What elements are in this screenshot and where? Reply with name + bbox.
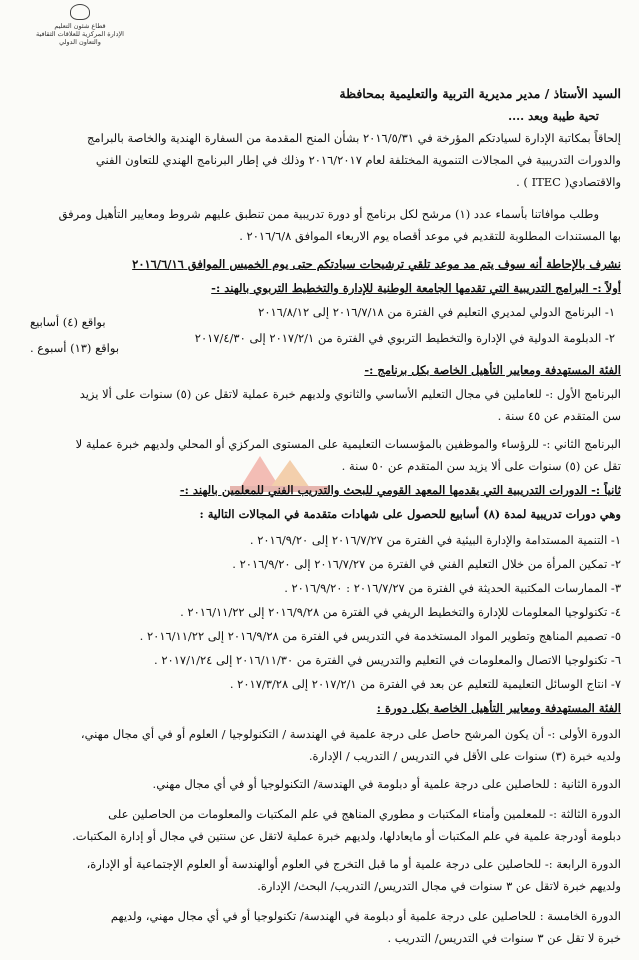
greeting: تحية طيبة وبعد .... [508, 109, 599, 123]
course-criteria: ولديه خبرة (٣) سنوات على الأقل في التدريس / التدريب / الإدارة. [308, 749, 621, 763]
section1-criteria-heading: الفئة المستهدفة ومعايير التأهيل الخاصة بكل برنامج :- [364, 363, 621, 377]
course-criteria: ولديهم خبرة لاتقل عن ٣ سنوات في مجال التدريس/ التدريب/ البحث/ الإدارة. [257, 879, 621, 893]
course-criteria: الدورة الخامسة : للحاصلين على درجة علمية أو دبلومة في الهندسة/ تكنولوجيا أو في أي مجال مهني، ولديهم [110, 909, 621, 923]
course-item: ٦- تكنولوجيا الاتصال والمعلومات في التعليم والتدريس في الفترة من ٢٠١٦/١١/٣٠ إلى ٢٠١٧/١/٢٤ . [154, 653, 621, 667]
course-item: ٥- تصميم المناهج وتطوير المواد المستخدمة في التدريس في الفترة من ٢٠١٦/٩/٢٨ إلى ٢٠١٦/١١/٢٢ . [139, 629, 621, 643]
program2-criteria: البرنامج الثاني :- للرؤساء والموظفين بالمؤسسات التعليمية على المستوى المركزي أو المحلي ولديهم خبرة عملية لا [75, 437, 621, 451]
program-duration: بواقع (١٣) أسبوع . [30, 341, 120, 355]
letterhead-line: الإدارة المركزية للعلاقات الثقافية [36, 30, 124, 38]
section2-heading: ثانياً :- الدورات التدريبية التي يقدمها المعهد القومي للبحث والتدريب الفني للمعلمين بالهند :- [179, 483, 621, 497]
program-item: ١- البرنامج الدولي لمديري التعليم في الفترة من ٢٠١٦/٧/١٨ إلى ٢٠١٦/٨/١٢ [258, 305, 615, 319]
intro-line: والدورات التدريبية في المجالات التنموية المختلفة لعام ٢٠١٦/٢٠١٧ وذلك في إطار البرنامج الهندي للتعاون الفني [95, 153, 621, 167]
program1-criteria: البرنامج الأول :- للعاملين في مجال التعليم الأساسي والثانوي ولديهم خبرة عملية لاتقل عن (٥) سنوات على ألا يزيد [79, 387, 621, 401]
program-item: ٢- الدبلومة الدولية في الإدارة والتخطيط التربوي في الفترة من ٢٠١٧/٢/١ إلى ٢٠١٧/٤/٣٠ [194, 331, 615, 345]
program-duration: بواقع (٤) أسابيع [30, 315, 106, 329]
course-criteria: دبلومة أودرجة علمية في علم المكتبات أو مايعادلها، ولديهم خبرة عملية لاتقل عن سنتين في مجال أو إدارة المكتبات. [72, 829, 621, 843]
course-item: ٢- تمكين المرأة من خلال التعليم الفني في الفترة من ٢٠١٦/٧/٢٧ إلى ٢٠١٦/٩/٢٠ . [232, 557, 621, 571]
intro-line: بها المستندات المطلوبة للتقديم في موعد أقصاه يوم الاربعاء الموافق ٢٠١٦/٦/٨ . [239, 229, 621, 243]
course-item: ٧- انتاج الوسائل التعليمية للتعليم عن بعد في الفترة من ٢٠١٧/٢/١ إلى ٢٠١٧/٣/٢٨ . [229, 677, 621, 691]
eagle-seal-icon [70, 4, 90, 20]
addressee: السيد الأستاذ / مدير مديرية التربية والتعليمية بمحافظة [339, 86, 621, 101]
program2-criteria: تقل عن (٥) سنوات على ألا يزيد سن المتقدم عن ٥٠ سنة . [341, 459, 621, 473]
section2-subheading: وهي دورات تدريبية لمدة (٨) أسابيع للحصول على شهادات متقدمة في المجالات التالية : [199, 507, 621, 521]
intro-line: والاقتصادي( ITEC ) . [516, 175, 621, 189]
letterhead-line: قطاع شئون التعليم [54, 22, 106, 30]
intro-line: وطلب موافاتنا بأسماء عدد (١) مرشح لكل برنامج أو دورة تدريبية ممن تنطبق عليهم شروط ومعايير التأهيل ومرفق [58, 207, 599, 221]
section1-heading: أولاً :- البرامج التدريبية التي تقدمها الجامعة الوطنية للإدارة والتخطيط التربوي بالهند :- [211, 281, 621, 295]
letterhead-line: والتعاون الدولي [59, 38, 101, 46]
course-criteria: خبرة لا تقل عن ٣ سنوات في التدريس/ التدريب . [387, 931, 621, 945]
course-criteria: الدورة الأولى :- أن يكون المرشح حاصل على درجة علمية في الهندسة / التكنولوجيا / العلوم أو في أي مجال مهني، [80, 727, 621, 741]
letterhead [14, 4, 146, 46]
course-criteria: الدورة الثالثة :- للمعلمين وأمناء المكتبات و مطوري المناهج في علم المكتبات والمعلومات من الحاصلين على [108, 807, 621, 821]
section2-criteria-heading: الفئة المستهدفة ومعايير التأهيل الخاصة بكل دورة : [376, 701, 621, 715]
course-item: ٤- تكنولوجيا المعلومات للإدارة والتخطيط الريفي في الفترة من ٢٠١٦/٩/٢٨ إلى ٢٠١٦/١١/٢٢ . [180, 605, 621, 619]
program1-criteria: سن المتقدم عن ٤٥ سنة . [497, 409, 621, 423]
course-item: ٣- الممارسات المكتبية الحديثة في الفترة من ٢٠١٦/٧/٢٧ : ٢٠١٦/٩/٢٠ . [284, 581, 621, 595]
deadline-notice: نشرف بالإحاطة أنه سوف يتم مد موعد تلقي ترشيحات سيادتكم حتى يوم الخميس الموافق ٢٠١٦/٦/١٦ [132, 257, 621, 271]
course-criteria: الدورة الرابعة :- للحاصلين على درجة علمية أو ما قبل التخرج في العلوم أوالهندسة أو العلوم الإجتماعية أو الإدارة، [86, 857, 621, 871]
course-item: ١- التنمية المستدامة والإدارة البيئية في الفترة من ٢٠١٦/٧/٢٧ إلى ٢٠١٦/٩/٢٠ . [249, 533, 621, 547]
course-criteria: الدورة الثانية : للحاصلين على درجة علمية أو دبلومة في الهندسة/ التكنولوجيا أو في أي مجال مهني. [152, 777, 621, 791]
intro-line: إلحاقاً بمكاتبة الإدارة لسيادتكم المؤرخة في ٢٠١٦/٥/٣١ بشأن المنح المقدمة من السفارة الهندية والخاصة بالبرامج [87, 131, 621, 145]
